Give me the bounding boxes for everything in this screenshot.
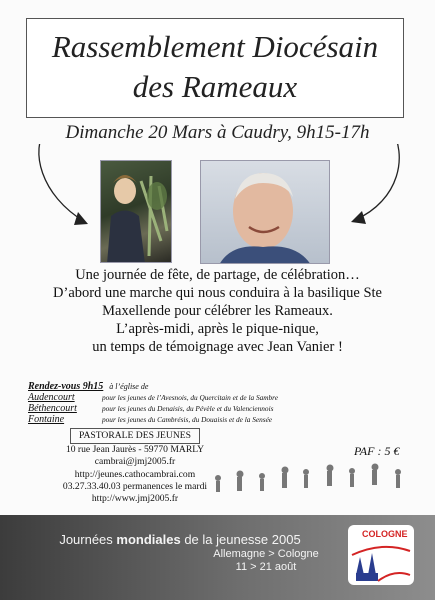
intro-line: Une journée de fête, de partage, de célébration… (75, 267, 360, 283)
intro-line: un temps de témoignage avec Jean Vanier ! (92, 339, 343, 355)
cologne-logo (348, 525, 414, 585)
cologne-logo-text: COLOGNE (362, 529, 408, 539)
rendezvous-place: Béthencourt (28, 403, 77, 414)
banner-line1-pre: Journées (59, 532, 117, 547)
event-date-text: Dimanche 20 Mars à Caudry, 9h15-17h (62, 122, 374, 143)
participation-fee: PAF : 5 € (354, 444, 400, 458)
contact-address: 10 rue Jean Jaurès - 59770 MARLY (65, 444, 205, 456)
banner-line1-bold: mondiales (116, 532, 181, 547)
contact-website[interactable]: http://jeunes.cathocambrai.com (74, 468, 196, 480)
organization-name: PASTORALE DES JEUNES (70, 428, 200, 444)
contact-phone: 03.27.33.40.03 permanences le mardi (62, 480, 208, 492)
intro-line: D’abord une marche qui nous conduira à la basilique Ste (53, 285, 382, 301)
banner-line1 (59, 532, 300, 547)
rendezvous-audience: pour les jeunes de l’Avesnois, du Quercitain et de la Sambre (102, 393, 278, 402)
crowd-silhouette-icon (215, 464, 401, 493)
contact-website[interactable]: http://www.jmj2005.fr (91, 493, 179, 505)
rendezvous-place: Fontaine (28, 414, 65, 425)
intro-line: Maxellende pour célébrer les Rameaux. (102, 303, 333, 319)
rendezvous-place: Audencourt (28, 392, 75, 403)
banner-line3: 11 > 21 août (235, 561, 297, 573)
contact-email[interactable]: cambrai@jmj2005.fr (94, 456, 176, 468)
page-title-line1: Rassemblement Diocésain (51, 29, 379, 64)
rendezvous-heading: Rendez-vous 9h15 (28, 381, 104, 392)
banner-line2: Allemagne > Cologne (213, 548, 319, 560)
banner-line1-post: de la jeunesse 2005 (180, 532, 301, 547)
rendezvous-where: à l’église de (109, 382, 149, 391)
rendezvous-audience: pour les jeunes du Denaisis, du Pévèle et du Valenciennois (102, 404, 274, 413)
intro-line: L’après-midi, après le pique-nique, (116, 321, 319, 337)
rendezvous-audience: pour les jeunes du Cambrésis, du Douaisis et de la Sensée (102, 415, 273, 424)
page-title-line2: des Rameaux (132, 69, 298, 104)
